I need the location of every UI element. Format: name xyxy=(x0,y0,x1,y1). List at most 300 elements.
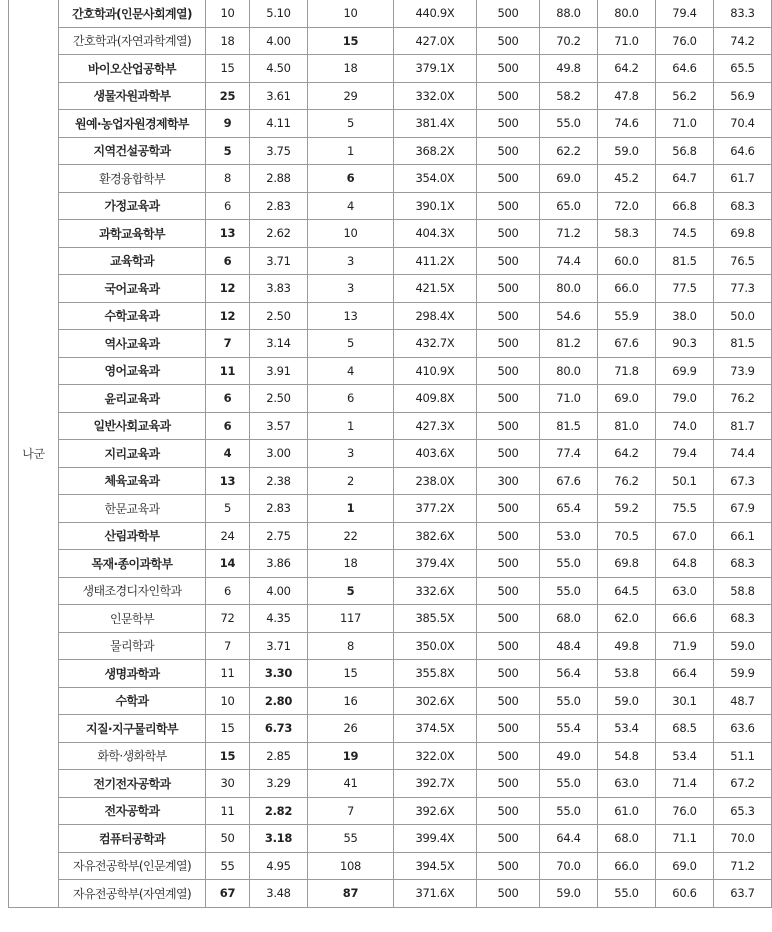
score-cell: 399.4X xyxy=(394,825,477,853)
table-row xyxy=(9,605,772,633)
subject-score-1-cell: 53.0 xyxy=(540,522,598,550)
total-score-cell: 500 xyxy=(477,687,540,715)
subject-score-1-cell: 56.4 xyxy=(540,660,598,688)
subject-score-3-cell: 79.4 xyxy=(656,0,714,27)
table-row xyxy=(9,880,772,908)
table-row xyxy=(9,330,772,358)
subject-score-2-cell: 53.4 xyxy=(598,715,656,743)
quota-cell: 8 xyxy=(206,165,250,193)
score-cell: 379.1X xyxy=(394,55,477,83)
competition-rate-cell: 4.00 xyxy=(250,577,308,605)
subject-score-2-cell: 66.0 xyxy=(598,852,656,880)
subject-score-2-cell: 64.5 xyxy=(598,577,656,605)
final-rank-cell: 15 xyxy=(308,660,394,688)
subject-score-2-cell: 66.0 xyxy=(598,275,656,303)
subject-score-2-cell: 60.0 xyxy=(598,247,656,275)
score-cell: 403.6X xyxy=(394,440,477,468)
quota-cell: 50 xyxy=(206,825,250,853)
total-score-cell: 500 xyxy=(477,110,540,138)
subject-score-3-cell: 71.4 xyxy=(656,770,714,798)
subject-score-4-cell: 63.6 xyxy=(714,715,772,743)
final-rank-cell: 1 xyxy=(308,412,394,440)
total-score-cell: 500 xyxy=(477,275,540,303)
score-cell: 410.9X xyxy=(394,357,477,385)
competition-rate-cell: 2.75 xyxy=(250,522,308,550)
subject-score-2-cell: 49.8 xyxy=(598,632,656,660)
quota-cell: 11 xyxy=(206,797,250,825)
final-rank-cell: 16 xyxy=(308,687,394,715)
subject-score-1-cell: 62.2 xyxy=(540,137,598,165)
subject-score-3-cell: 60.6 xyxy=(656,880,714,908)
subject-score-4-cell: 66.1 xyxy=(714,522,772,550)
final-rank-cell: 15 xyxy=(308,27,394,55)
subject-score-2-cell: 59.0 xyxy=(598,687,656,715)
score-cell: 322.0X xyxy=(394,742,477,770)
subject-score-4-cell: 74.4 xyxy=(714,440,772,468)
subject-score-3-cell: 90.3 xyxy=(656,330,714,358)
department-cell: 화학·생화학부 xyxy=(59,742,206,770)
department-cell: 국어교육과 xyxy=(59,275,206,303)
final-rank-cell: 22 xyxy=(308,522,394,550)
subject-score-4-cell: 58.8 xyxy=(714,577,772,605)
department-cell: 간호학과(자연과학계열) xyxy=(59,27,206,55)
subject-score-3-cell: 64.8 xyxy=(656,550,714,578)
score-cell: 421.5X xyxy=(394,275,477,303)
quota-cell: 13 xyxy=(206,467,250,495)
total-score-cell: 500 xyxy=(477,715,540,743)
subject-score-4-cell: 68.3 xyxy=(714,550,772,578)
competition-rate-cell: 3.18 xyxy=(250,825,308,853)
total-score-cell: 500 xyxy=(477,852,540,880)
competition-rate-cell: 2.82 xyxy=(250,797,308,825)
total-score-cell: 500 xyxy=(477,742,540,770)
subject-score-2-cell: 63.0 xyxy=(598,770,656,798)
competition-rate-cell: 3.48 xyxy=(250,880,308,908)
table-row xyxy=(9,247,772,275)
subject-score-3-cell: 81.5 xyxy=(656,247,714,275)
competition-rate-cell: 3.71 xyxy=(250,247,308,275)
quota-cell: 18 xyxy=(206,27,250,55)
subject-score-3-cell: 66.6 xyxy=(656,605,714,633)
final-rank-cell: 87 xyxy=(308,880,394,908)
subject-score-1-cell: 58.2 xyxy=(540,82,598,110)
subject-score-1-cell: 49.8 xyxy=(540,55,598,83)
table-row xyxy=(9,165,772,193)
subject-score-1-cell: 59.0 xyxy=(540,880,598,908)
total-score-cell: 500 xyxy=(477,577,540,605)
subject-score-4-cell: 59.9 xyxy=(714,660,772,688)
total-score-cell: 500 xyxy=(477,605,540,633)
department-cell: 환경융합학부 xyxy=(59,165,206,193)
competition-rate-cell: 2.83 xyxy=(250,495,308,523)
subject-score-1-cell: 81.5 xyxy=(540,412,598,440)
subject-score-3-cell: 30.1 xyxy=(656,687,714,715)
total-score-cell: 500 xyxy=(477,247,540,275)
quota-cell: 15 xyxy=(206,55,250,83)
subject-score-4-cell: 68.3 xyxy=(714,605,772,633)
table-row xyxy=(9,357,772,385)
score-cell: 427.0X xyxy=(394,27,477,55)
score-cell: 332.0X xyxy=(394,82,477,110)
subject-score-4-cell: 56.9 xyxy=(714,82,772,110)
quota-cell: 10 xyxy=(206,687,250,715)
quota-cell: 5 xyxy=(206,495,250,523)
total-score-cell: 300 xyxy=(477,467,540,495)
quota-cell: 15 xyxy=(206,715,250,743)
quota-cell: 13 xyxy=(206,220,250,248)
quota-cell: 7 xyxy=(206,330,250,358)
subject-score-3-cell: 71.0 xyxy=(656,110,714,138)
final-rank-cell: 18 xyxy=(308,55,394,83)
final-rank-cell: 13 xyxy=(308,302,394,330)
score-cell: 385.5X xyxy=(394,605,477,633)
table-row xyxy=(9,110,772,138)
department-cell: 일반사회교육과 xyxy=(59,412,206,440)
subject-score-2-cell: 47.8 xyxy=(598,82,656,110)
total-score-cell: 500 xyxy=(477,192,540,220)
quota-cell: 15 xyxy=(206,742,250,770)
subject-score-4-cell: 81.5 xyxy=(714,330,772,358)
subject-score-4-cell: 67.3 xyxy=(714,467,772,495)
subject-score-3-cell: 77.5 xyxy=(656,275,714,303)
score-cell: 379.4X xyxy=(394,550,477,578)
department-cell: 영어교육과 xyxy=(59,357,206,385)
subject-score-1-cell: 81.2 xyxy=(540,330,598,358)
score-cell: 394.5X xyxy=(394,852,477,880)
subject-score-1-cell: 55.0 xyxy=(540,550,598,578)
quota-cell: 67 xyxy=(206,880,250,908)
total-score-cell: 500 xyxy=(477,550,540,578)
department-cell: 산림과학부 xyxy=(59,522,206,550)
table-row xyxy=(9,440,772,468)
score-cell: 350.0X xyxy=(394,632,477,660)
department-cell: 바이오산업공학부 xyxy=(59,55,206,83)
final-rank-cell: 6 xyxy=(308,385,394,413)
subject-score-1-cell: 55.0 xyxy=(540,797,598,825)
quota-cell: 6 xyxy=(206,192,250,220)
score-cell: 374.5X xyxy=(394,715,477,743)
subject-score-3-cell: 74.5 xyxy=(656,220,714,248)
table-row xyxy=(9,770,772,798)
subject-score-1-cell: 77.4 xyxy=(540,440,598,468)
table-row xyxy=(9,302,772,330)
subject-score-2-cell: 81.0 xyxy=(598,412,656,440)
subject-score-1-cell: 65.4 xyxy=(540,495,598,523)
subject-score-2-cell: 71.0 xyxy=(598,27,656,55)
total-score-cell: 500 xyxy=(477,0,540,27)
subject-score-1-cell: 68.0 xyxy=(540,605,598,633)
department-cell: 인문학부 xyxy=(59,605,206,633)
department-cell: 원예·농업자원경제학부 xyxy=(59,110,206,138)
subject-score-3-cell: 79.4 xyxy=(656,440,714,468)
subject-score-4-cell: 70.4 xyxy=(714,110,772,138)
table-row xyxy=(9,715,772,743)
subject-score-3-cell: 67.0 xyxy=(656,522,714,550)
subject-score-4-cell: 67.2 xyxy=(714,770,772,798)
subject-score-4-cell: 76.5 xyxy=(714,247,772,275)
table-row xyxy=(9,385,772,413)
admission-group-label: 나군 xyxy=(9,0,59,907)
score-cell: 354.0X xyxy=(394,165,477,193)
final-rank-cell: 4 xyxy=(308,357,394,385)
subject-score-3-cell: 56.8 xyxy=(656,137,714,165)
quota-cell: 11 xyxy=(206,357,250,385)
subject-score-4-cell: 64.6 xyxy=(714,137,772,165)
competition-rate-cell: 2.38 xyxy=(250,467,308,495)
competition-rate-cell: 3.61 xyxy=(250,82,308,110)
quota-cell: 6 xyxy=(206,577,250,605)
admission-results-table xyxy=(8,0,772,908)
subject-score-4-cell: 83.3 xyxy=(714,0,772,27)
subject-score-2-cell: 74.6 xyxy=(598,110,656,138)
department-cell: 전자공학과 xyxy=(59,797,206,825)
quota-cell: 55 xyxy=(206,852,250,880)
competition-rate-cell: 3.75 xyxy=(250,137,308,165)
subject-score-2-cell: 61.0 xyxy=(598,797,656,825)
subject-score-2-cell: 72.0 xyxy=(598,192,656,220)
table-row xyxy=(9,82,772,110)
subject-score-2-cell: 59.0 xyxy=(598,137,656,165)
table-row xyxy=(9,550,772,578)
subject-score-1-cell: 48.4 xyxy=(540,632,598,660)
competition-rate-cell: 2.80 xyxy=(250,687,308,715)
quota-cell: 25 xyxy=(206,82,250,110)
total-score-cell: 500 xyxy=(477,440,540,468)
final-rank-cell: 19 xyxy=(308,742,394,770)
score-cell: 355.8X xyxy=(394,660,477,688)
final-rank-cell: 18 xyxy=(308,550,394,578)
total-score-cell: 500 xyxy=(477,495,540,523)
total-score-cell: 500 xyxy=(477,825,540,853)
score-cell: 377.2X xyxy=(394,495,477,523)
subject-score-1-cell: 64.4 xyxy=(540,825,598,853)
quota-cell: 11 xyxy=(206,660,250,688)
score-cell: 332.6X xyxy=(394,577,477,605)
competition-rate-cell: 3.91 xyxy=(250,357,308,385)
total-score-cell: 500 xyxy=(477,82,540,110)
quota-cell: 12 xyxy=(206,275,250,303)
department-cell: 지질·지구물리학부 xyxy=(59,715,206,743)
subject-score-1-cell: 49.0 xyxy=(540,742,598,770)
subject-score-3-cell: 68.5 xyxy=(656,715,714,743)
competition-rate-cell: 2.50 xyxy=(250,385,308,413)
score-cell: 381.4X xyxy=(394,110,477,138)
score-cell: 302.6X xyxy=(394,687,477,715)
score-cell: 368.2X xyxy=(394,137,477,165)
final-rank-cell: 10 xyxy=(308,220,394,248)
department-cell: 생물자원과학부 xyxy=(59,82,206,110)
subject-score-3-cell: 38.0 xyxy=(656,302,714,330)
table-row xyxy=(9,797,772,825)
subject-score-2-cell: 53.8 xyxy=(598,660,656,688)
score-cell: 371.6X xyxy=(394,880,477,908)
competition-rate-cell: 3.29 xyxy=(250,770,308,798)
total-score-cell: 500 xyxy=(477,632,540,660)
final-rank-cell: 5 xyxy=(308,577,394,605)
table-row xyxy=(9,467,772,495)
score-cell: 382.6X xyxy=(394,522,477,550)
subject-score-2-cell: 45.2 xyxy=(598,165,656,193)
quota-cell: 5 xyxy=(206,137,250,165)
department-cell: 컴퓨터공학과 xyxy=(59,825,206,853)
competition-rate-cell: 3.14 xyxy=(250,330,308,358)
table-row xyxy=(9,852,772,880)
subject-score-2-cell: 55.0 xyxy=(598,880,656,908)
competition-rate-cell: 2.85 xyxy=(250,742,308,770)
table-row xyxy=(9,220,772,248)
competition-rate-cell: 4.00 xyxy=(250,27,308,55)
department-cell: 지리교육과 xyxy=(59,440,206,468)
subject-score-4-cell: 65.5 xyxy=(714,55,772,83)
total-score-cell: 500 xyxy=(477,165,540,193)
total-score-cell: 500 xyxy=(477,385,540,413)
competition-rate-cell: 3.00 xyxy=(250,440,308,468)
score-cell: 392.7X xyxy=(394,770,477,798)
department-cell: 수학교육과 xyxy=(59,302,206,330)
department-cell: 과학교육학부 xyxy=(59,220,206,248)
competition-rate-cell: 3.83 xyxy=(250,275,308,303)
subject-score-3-cell: 64.7 xyxy=(656,165,714,193)
subject-score-4-cell: 69.8 xyxy=(714,220,772,248)
table-row xyxy=(9,412,772,440)
subject-score-2-cell: 64.2 xyxy=(598,440,656,468)
subject-score-4-cell: 81.7 xyxy=(714,412,772,440)
subject-score-4-cell: 67.9 xyxy=(714,495,772,523)
subject-score-1-cell: 70.0 xyxy=(540,852,598,880)
total-score-cell: 500 xyxy=(477,137,540,165)
department-cell: 물리학과 xyxy=(59,632,206,660)
subject-score-4-cell: 68.3 xyxy=(714,192,772,220)
subject-score-2-cell: 59.2 xyxy=(598,495,656,523)
final-rank-cell: 3 xyxy=(308,247,394,275)
subject-score-1-cell: 70.2 xyxy=(540,27,598,55)
subject-score-4-cell: 59.0 xyxy=(714,632,772,660)
subject-score-1-cell: 80.0 xyxy=(540,357,598,385)
subject-score-1-cell: 65.0 xyxy=(540,192,598,220)
subject-score-1-cell: 55.0 xyxy=(540,687,598,715)
subject-score-1-cell: 54.6 xyxy=(540,302,598,330)
score-cell: 432.7X xyxy=(394,330,477,358)
quota-cell: 14 xyxy=(206,550,250,578)
competition-rate-cell: 2.62 xyxy=(250,220,308,248)
score-cell: 238.0X xyxy=(394,467,477,495)
competition-rate-cell: 6.73 xyxy=(250,715,308,743)
table-row xyxy=(9,522,772,550)
quota-cell: 9 xyxy=(206,110,250,138)
subject-score-4-cell: 61.7 xyxy=(714,165,772,193)
competition-rate-cell: 5.10 xyxy=(250,0,308,27)
competition-rate-cell: 4.50 xyxy=(250,55,308,83)
subject-score-3-cell: 76.0 xyxy=(656,27,714,55)
department-cell: 전기전자공학과 xyxy=(59,770,206,798)
total-score-cell: 500 xyxy=(477,880,540,908)
subject-score-2-cell: 68.0 xyxy=(598,825,656,853)
total-score-cell: 500 xyxy=(477,55,540,83)
score-cell: 411.2X xyxy=(394,247,477,275)
subject-score-2-cell: 76.2 xyxy=(598,467,656,495)
total-score-cell: 500 xyxy=(477,797,540,825)
table-row xyxy=(9,0,772,27)
table-row xyxy=(9,660,772,688)
subject-score-2-cell: 69.8 xyxy=(598,550,656,578)
table-row xyxy=(9,742,772,770)
final-rank-cell: 6 xyxy=(308,165,394,193)
subject-score-4-cell: 74.2 xyxy=(714,27,772,55)
department-cell: 생태조경디자인학과 xyxy=(59,577,206,605)
final-rank-cell: 1 xyxy=(308,137,394,165)
total-score-cell: 500 xyxy=(477,27,540,55)
subject-score-4-cell: 51.1 xyxy=(714,742,772,770)
table-row xyxy=(9,192,772,220)
quota-cell: 7 xyxy=(206,632,250,660)
subject-score-2-cell: 69.0 xyxy=(598,385,656,413)
competition-rate-cell: 4.11 xyxy=(250,110,308,138)
table-row xyxy=(9,687,772,715)
department-cell: 목재·종이과학부 xyxy=(59,550,206,578)
table-row xyxy=(9,825,772,853)
total-score-cell: 500 xyxy=(477,302,540,330)
subject-score-3-cell: 64.6 xyxy=(656,55,714,83)
final-rank-cell: 5 xyxy=(308,110,394,138)
table-row xyxy=(9,577,772,605)
department-cell: 한문교육과 xyxy=(59,495,206,523)
department-cell: 자유전공학부(인문계열) xyxy=(59,852,206,880)
quota-cell: 6 xyxy=(206,247,250,275)
subject-score-2-cell: 54.8 xyxy=(598,742,656,770)
total-score-cell: 500 xyxy=(477,660,540,688)
score-cell: 440.9X xyxy=(394,0,477,27)
department-cell: 가정교육과 xyxy=(59,192,206,220)
subject-score-4-cell: 50.0 xyxy=(714,302,772,330)
final-rank-cell: 2 xyxy=(308,467,394,495)
department-cell: 역사교육과 xyxy=(59,330,206,358)
competition-rate-cell: 3.71 xyxy=(250,632,308,660)
subject-score-2-cell: 58.3 xyxy=(598,220,656,248)
final-rank-cell: 3 xyxy=(308,275,394,303)
subject-score-3-cell: 66.8 xyxy=(656,192,714,220)
competition-rate-cell: 4.95 xyxy=(250,852,308,880)
score-cell: 390.1X xyxy=(394,192,477,220)
final-rank-cell: 5 xyxy=(308,330,394,358)
table-row xyxy=(9,55,772,83)
subject-score-4-cell: 65.3 xyxy=(714,797,772,825)
competition-rate-cell: 2.50 xyxy=(250,302,308,330)
final-rank-cell: 10 xyxy=(308,0,394,27)
competition-rate-cell: 2.83 xyxy=(250,192,308,220)
final-rank-cell: 4 xyxy=(308,192,394,220)
subject-score-3-cell: 76.0 xyxy=(656,797,714,825)
subject-score-1-cell: 67.6 xyxy=(540,467,598,495)
subject-score-3-cell: 71.1 xyxy=(656,825,714,853)
subject-score-1-cell: 80.0 xyxy=(540,275,598,303)
final-rank-cell: 117 xyxy=(308,605,394,633)
score-cell: 392.6X xyxy=(394,797,477,825)
department-cell: 체육교육과 xyxy=(59,467,206,495)
total-score-cell: 500 xyxy=(477,522,540,550)
score-cell: 404.3X xyxy=(394,220,477,248)
subject-score-1-cell: 74.4 xyxy=(540,247,598,275)
subject-score-2-cell: 71.8 xyxy=(598,357,656,385)
subject-score-3-cell: 56.2 xyxy=(656,82,714,110)
subject-score-3-cell: 79.0 xyxy=(656,385,714,413)
quota-cell: 24 xyxy=(206,522,250,550)
subject-score-3-cell: 69.9 xyxy=(656,357,714,385)
final-rank-cell: 108 xyxy=(308,852,394,880)
department-cell: 자유전공학부(자연계열) xyxy=(59,880,206,908)
subject-score-2-cell: 64.2 xyxy=(598,55,656,83)
quota-cell: 30 xyxy=(206,770,250,798)
competition-rate-cell: 3.86 xyxy=(250,550,308,578)
